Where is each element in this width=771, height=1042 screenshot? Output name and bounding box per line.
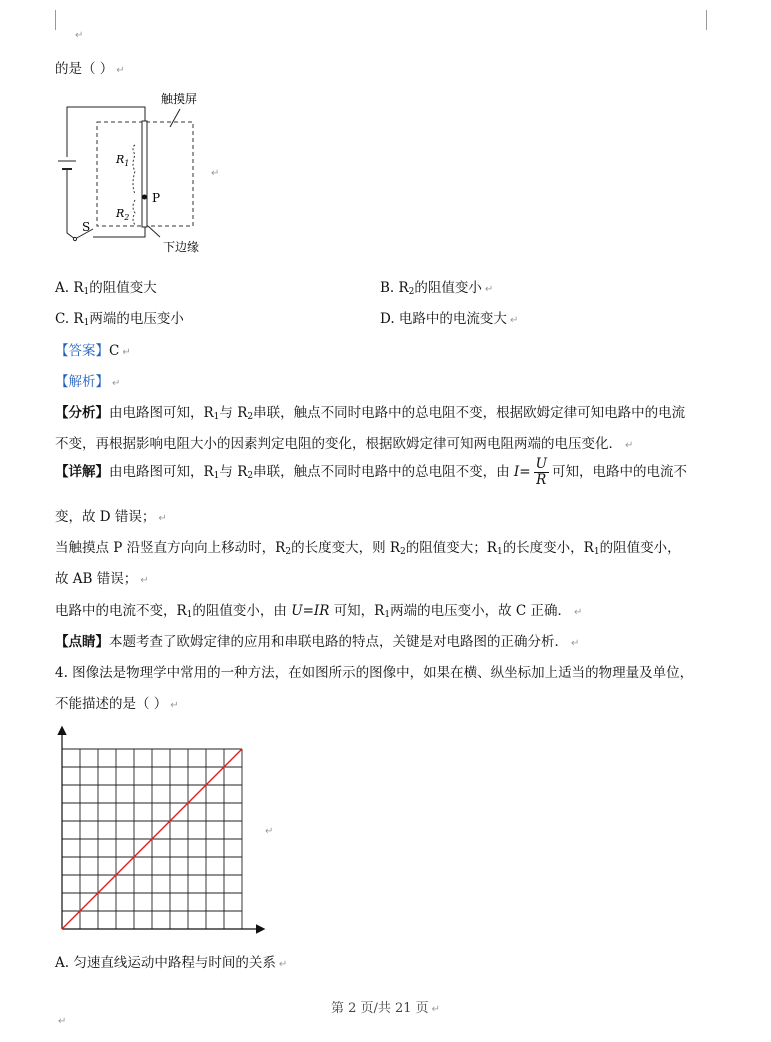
option-a: A. $R_1$的阻值变大 bbox=[55, 280, 157, 297]
paragraph-mark: ↵ bbox=[75, 30, 84, 41]
label-r2: $R_2$ bbox=[116, 207, 130, 222]
option-d: D. 电路中的电流变大 ↵ bbox=[380, 311, 519, 327]
xiangjie-line-2: 变，故 D 错误； ↵ bbox=[55, 509, 167, 525]
xiangjie-line-1: 【详解】由电路图可知，$R_1$与 $R_2$串联，触点不同时电路中的总电阻不变，由 I= $\frac{U}{R}$ 可知，电路中的电流不 bbox=[55, 456, 687, 488]
circuit-wire bbox=[93, 225, 145, 237]
brace-r1 bbox=[133, 145, 135, 194]
q4-line-2: 不能描述的是（ ） ↵ bbox=[55, 696, 179, 712]
answer-line: 【答案】C ↵ bbox=[55, 343, 131, 359]
label-p: P bbox=[152, 191, 161, 205]
page-footer: 第 2 页/共 21 页 ↵ bbox=[330, 1001, 441, 1016]
crop-mark-right bbox=[706, 10, 707, 30]
crop-mark-left bbox=[55, 10, 56, 30]
analysis-heading: 【解析】 ↵ bbox=[55, 374, 121, 390]
contact-point-p bbox=[142, 195, 147, 200]
question-tail: 的是（ ） ↵ bbox=[55, 61, 125, 77]
circuit-wire bbox=[67, 175, 75, 239]
label-s: S bbox=[82, 220, 91, 234]
option-b: B. $R_2$的阻值变小 ↵ bbox=[380, 280, 494, 297]
switch-contact bbox=[73, 237, 76, 240]
paragraph-mark: ↵ bbox=[58, 1016, 67, 1027]
label-r1: $R_1$ bbox=[116, 153, 130, 168]
leader-bottom bbox=[148, 226, 160, 237]
resistor-strip bbox=[142, 121, 147, 227]
brace-r2 bbox=[133, 200, 135, 225]
xiangjie-line-5: 电路中的电流不变，$R_1$的阻值变小，由 U=IR 可知，$R_1$两端的电压变小，故 C 正确． ↵ bbox=[55, 603, 583, 620]
label-bottom: 下边缘 bbox=[163, 240, 200, 254]
dianjing-line: 【点睛】本题考查了欧姆定律的应用和串联电路的特点，关键是对电路图的正确分析． ↵ bbox=[55, 634, 580, 650]
label-screen: 触摸屏 bbox=[161, 92, 198, 106]
q4-option-a: A. 匀速直线运动中路程与时间的关系 ↵ bbox=[55, 955, 288, 971]
leader-screen bbox=[170, 109, 180, 127]
option-c: C. $R_1$两端的电压变小 bbox=[55, 311, 184, 328]
paragraph-mark: ↵ bbox=[211, 168, 220, 179]
xiangjie-line-4: 故 AB 错误； ↵ bbox=[55, 571, 149, 587]
xiangjie-line-3: 当触摸点 P 沿竖直方向向上移动时，$R_2$的长度变大，则 $R_2$的阻值变大；$R_1$的长度变小，$R_1$的阻值变小， bbox=[55, 540, 681, 557]
q4-line-1: 4. 图像法是物理学中常用的一种方法，在如图所示的图像中，如果在横、纵坐标加上适当的物理量及单位， bbox=[55, 665, 694, 681]
circuit-diagram bbox=[55, 85, 235, 260]
fenxi-line-1: 【分析】由电路图可知，$R_1$与 $R_2$串联，触点不同时电路中的总电阻不变，根据欧姆定律可知电路中的电流 bbox=[55, 405, 686, 422]
fenxi-line-2: 不变，再根据影响电阻大小的因素判定电阻的变化，根据欧姆定律可知两电阻两端的电压变化． ↵ bbox=[55, 436, 634, 452]
formula-fraction: $\frac{U}{R}$ bbox=[535, 456, 547, 488]
linear-graph bbox=[55, 722, 270, 937]
paragraph-mark: ↵ bbox=[265, 826, 274, 837]
